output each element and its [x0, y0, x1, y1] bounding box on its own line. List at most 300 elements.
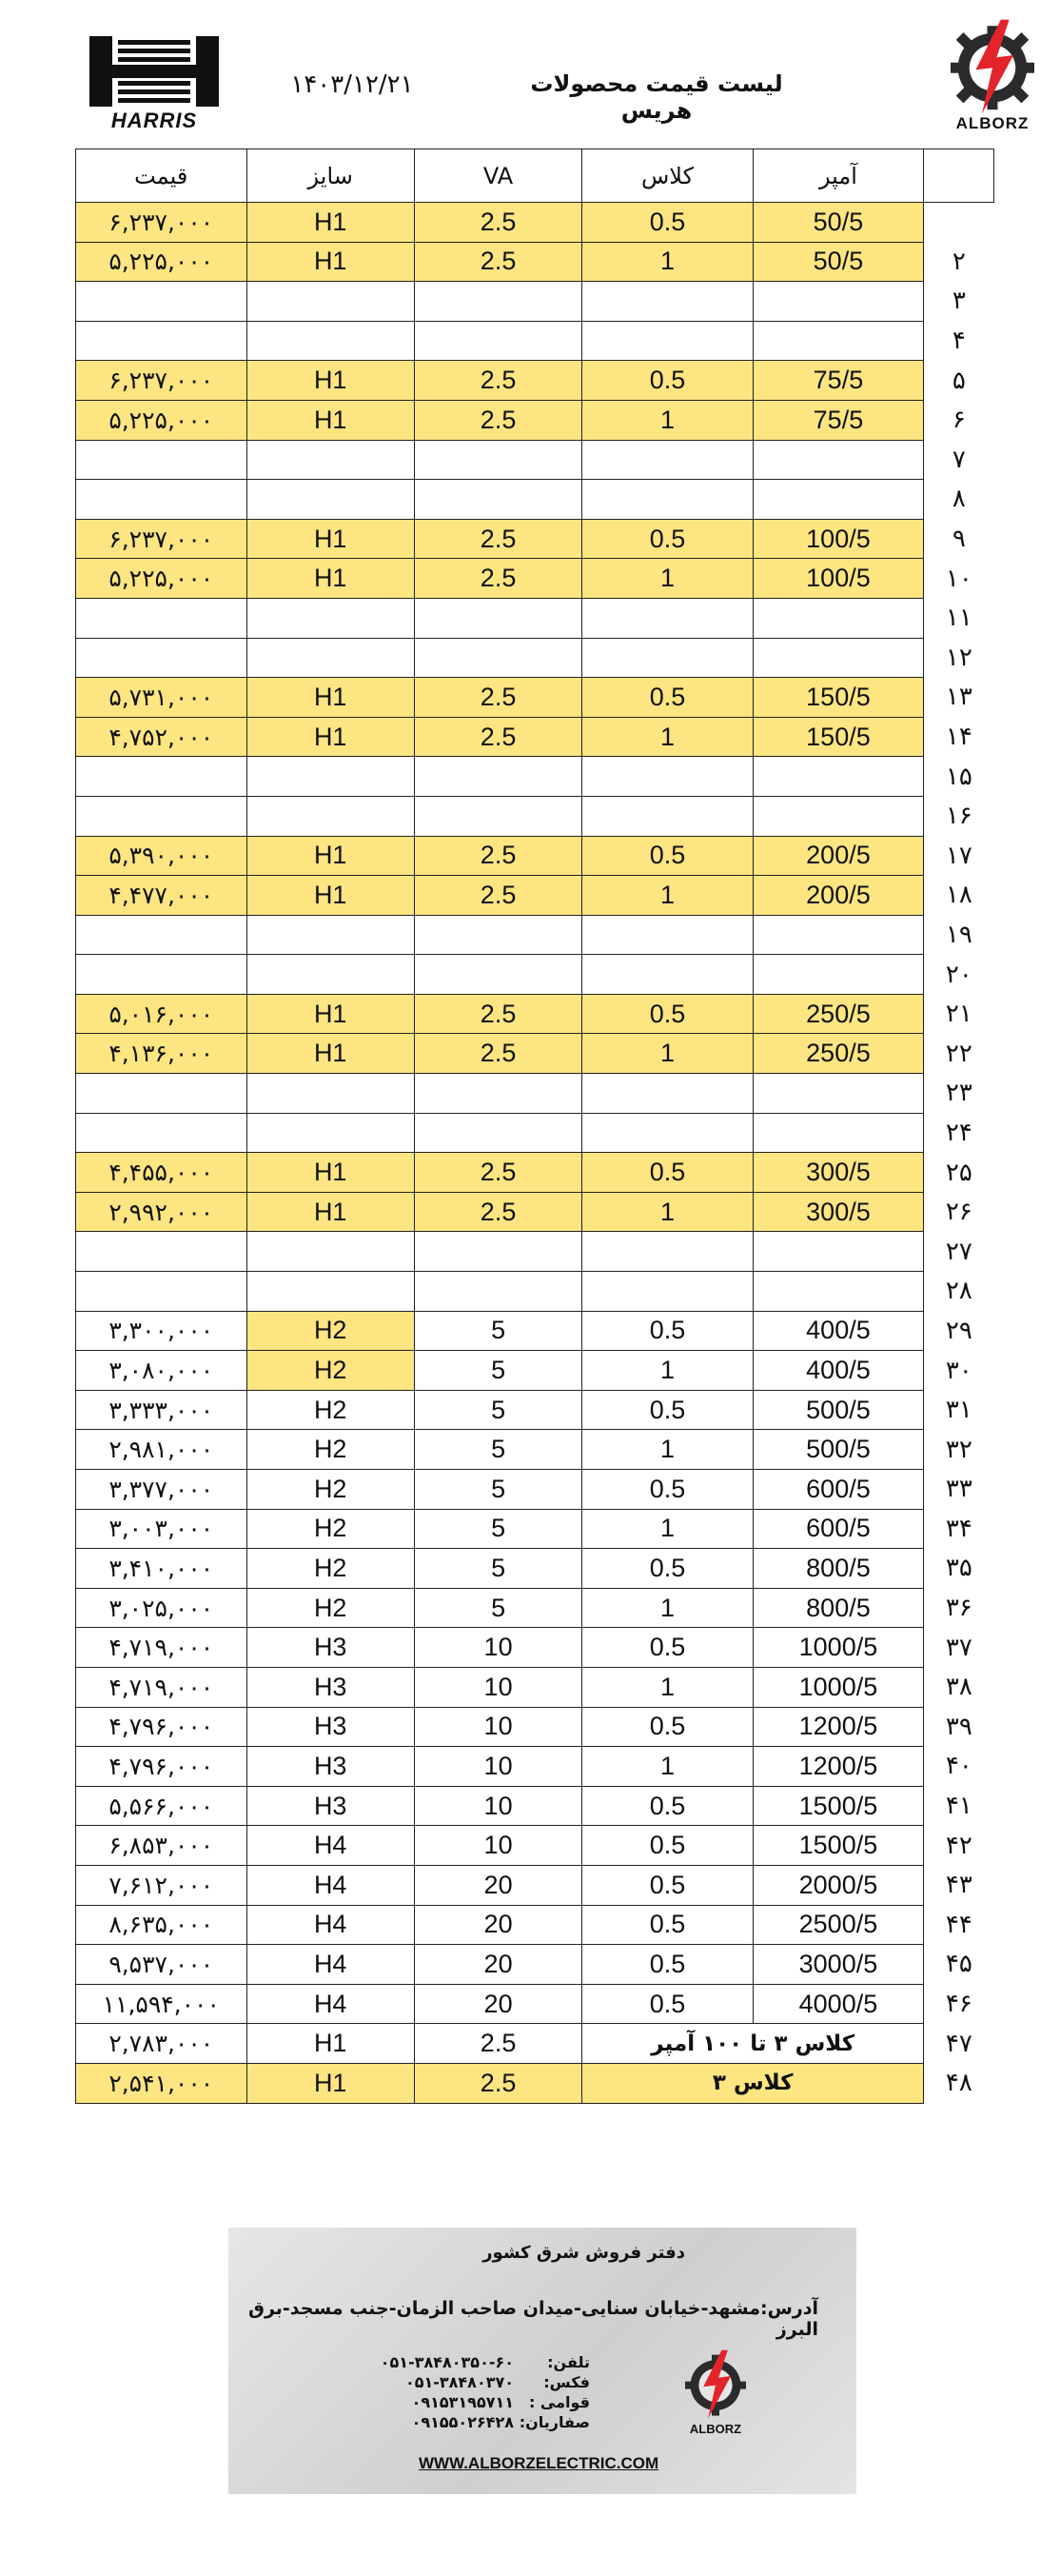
harris-logo-text: HARRIS — [110, 109, 198, 132]
class-cell: 0.5 — [582, 678, 753, 718]
row-number: ۱۰ — [945, 564, 972, 593]
class-cell: 1 — [582, 1747, 753, 1787]
size-cell: H4 — [246, 1826, 414, 1866]
ampere-cell: 200/5 — [753, 876, 923, 916]
table-row — [76, 1430, 994, 1470]
size-cell — [246, 1272, 414, 1312]
contact-label: فکس: — [543, 2373, 590, 2391]
va-cell — [414, 480, 581, 520]
row-number: ۲۲ — [945, 1039, 972, 1068]
class-cell — [582, 480, 753, 520]
alborz-gear-bolt-icon — [677, 2346, 754, 2422]
ampere-cell — [753, 955, 923, 995]
size-cell: H1 — [246, 1192, 414, 1232]
class-cell — [582, 1074, 753, 1114]
footer-alborz-logo — [677, 2346, 754, 2441]
contact-number: ۰۵۱-۳۸۴۸۰۳۵۰-۶۰ — [380, 2353, 514, 2371]
ampere-cell — [753, 440, 923, 480]
size-cell: H4 — [246, 1905, 414, 1945]
va-cell — [414, 1272, 581, 1312]
price-cell: ۴,۱۳۶,۰۰۰ — [76, 1034, 247, 1074]
ampere-cell: 1200/5 — [753, 1747, 923, 1787]
size-cell: H4 — [246, 1945, 414, 1985]
table-row — [76, 1074, 994, 1114]
va-cell: 2.5 — [414, 203, 581, 243]
va-cell: 10 — [414, 1747, 581, 1787]
ampere-cell: 4000/5 — [753, 1984, 923, 2024]
header-size: سایز — [246, 149, 414, 203]
ampere-cell: 800/5 — [753, 1588, 923, 1628]
va-cell: 20 — [414, 1865, 581, 1905]
ampere-cell: 150/5 — [753, 717, 923, 757]
class-cell: 0.5 — [582, 1549, 753, 1589]
ampere-cell — [753, 1272, 923, 1312]
ampere-cell: 1200/5 — [753, 1707, 923, 1747]
price-cell — [76, 955, 247, 995]
row-number: ۱۳ — [945, 683, 972, 712]
row-number: ۴۲ — [945, 1831, 972, 1860]
row-number: ۱۴ — [945, 723, 972, 752]
ampere-cell: 100/5 — [753, 519, 923, 559]
va-cell: 10 — [414, 1628, 581, 1668]
size-cell — [246, 796, 414, 836]
size-cell: H1 — [246, 242, 414, 282]
va-cell — [414, 440, 581, 480]
price-cell: ۳,۴۱۰,۰۰۰ — [76, 1549, 247, 1589]
alborz-logo-text: ALBORZ — [955, 114, 1030, 132]
va-cell: 20 — [414, 1984, 581, 2024]
row-number: ۲۸ — [945, 1277, 972, 1306]
size-cell — [246, 282, 414, 322]
row-number: ۲۳ — [945, 1079, 972, 1108]
size-cell: H2 — [246, 1351, 414, 1391]
ampere-cell: 200/5 — [753, 836, 923, 876]
row-number: ۳۶ — [945, 1594, 972, 1623]
va-cell: 5 — [414, 1588, 581, 1628]
price-cell: ۵,۲۲۵,۰۰۰ — [76, 242, 247, 282]
contact-number: ۰۹۱۵۳۱۹۵۷۱۱ — [411, 2393, 514, 2411]
table-row — [76, 2024, 994, 2064]
va-cell: 2.5 — [414, 836, 581, 876]
size-cell — [246, 1074, 414, 1114]
row-number: ۴۶ — [945, 1990, 972, 2019]
price-cell — [76, 915, 247, 955]
row-number: ۲۶ — [945, 1198, 972, 1227]
table-row — [76, 480, 994, 520]
price-cell: ۷,۶۱۲,۰۰۰ — [76, 1865, 247, 1905]
ampere-cell — [753, 638, 923, 678]
ampere-cell: 400/5 — [753, 1311, 923, 1351]
class-cell: 0.5 — [582, 1390, 753, 1430]
price-cell — [76, 638, 247, 678]
size-cell: H4 — [246, 1865, 414, 1905]
va-cell — [414, 598, 581, 638]
class-cell: 0.5 — [582, 1786, 753, 1826]
row-number: ۲۰ — [945, 960, 972, 989]
header-row-number — [924, 149, 994, 203]
ampere-cell: 800/5 — [753, 1549, 923, 1589]
row-number: ۱۱ — [945, 604, 972, 633]
va-cell: 10 — [414, 1786, 581, 1826]
price-cell — [76, 1232, 247, 1272]
table-header-row — [76, 149, 994, 203]
row-number: ۲۹ — [945, 1316, 972, 1345]
contact-number: ۰۹۱۵۵۰۲۶۴۲۸ — [411, 2413, 514, 2431]
price-cell — [76, 598, 247, 638]
table-row — [76, 1549, 994, 1589]
class-cell: 0.5 — [582, 1945, 753, 1985]
size-cell: H1 — [246, 678, 414, 718]
ampere-cell: 500/5 — [753, 1390, 923, 1430]
alborz-gear-bolt-icon — [940, 13, 1045, 118]
va-cell — [414, 955, 581, 995]
class-cell — [582, 638, 753, 678]
class-cell: 1 — [582, 400, 753, 440]
table-row — [76, 361, 994, 401]
row-number: ۳۱ — [945, 1396, 972, 1425]
table-row — [76, 2063, 994, 2103]
header-class: کلاس — [582, 149, 753, 203]
va-cell — [414, 638, 581, 678]
size-cell: H2 — [246, 1311, 414, 1351]
price-cell — [76, 1074, 247, 1114]
price-cell: ۵,۵۶۶,۰۰۰ — [76, 1786, 247, 1826]
table-row — [76, 757, 994, 797]
table-row — [76, 638, 994, 678]
va-cell: 2.5 — [414, 242, 581, 282]
va-cell: 5 — [414, 1430, 581, 1470]
ampere-cell — [753, 1113, 923, 1153]
class-cell — [582, 321, 753, 361]
size-cell: H3 — [246, 1786, 414, 1826]
price-cell: ۴,۷۱۹,۰۰۰ — [76, 1628, 247, 1668]
va-cell: 5 — [414, 1549, 581, 1589]
table-body — [76, 203, 994, 2104]
table-row — [76, 717, 994, 757]
table-row — [76, 876, 994, 916]
class-cell: 0.5 — [582, 203, 753, 243]
size-cell — [246, 321, 414, 361]
row-number: ۴ — [952, 327, 966, 356]
ampere-cell: 1500/5 — [753, 1826, 923, 1866]
price-table — [75, 149, 994, 2104]
table-row — [76, 1351, 994, 1391]
va-cell — [414, 321, 581, 361]
row-number: ۴۳ — [945, 1871, 972, 1900]
row-number: ۳ — [952, 287, 966, 316]
va-cell: 2.5 — [414, 519, 581, 559]
row-number — [924, 203, 994, 243]
ampere-cell: 600/5 — [753, 1509, 923, 1549]
contact-line — [304, 2393, 590, 2413]
row-number: ۱۹ — [945, 920, 972, 949]
class-cell: 1 — [582, 1430, 753, 1470]
va-cell: 10 — [414, 1667, 581, 1707]
price-cell: ۱۱,۵۹۴,۰۰۰ — [76, 1984, 247, 2024]
table-row — [76, 678, 994, 718]
class-cell: 1 — [582, 1192, 753, 1232]
size-cell: H2 — [246, 1430, 414, 1470]
size-cell: H1 — [246, 2024, 414, 2064]
class-cell: 0.5 — [582, 836, 753, 876]
size-cell: H2 — [246, 1470, 414, 1510]
contact-line — [304, 2413, 590, 2433]
va-cell: 2.5 — [414, 2024, 581, 2064]
row-number: ۲۷ — [945, 1237, 972, 1266]
price-cell: ۵,۰۱۶,۰۰۰ — [76, 994, 247, 1034]
class-cell — [582, 757, 753, 797]
price-cell: ۴,۷۱۹,۰۰۰ — [76, 1667, 247, 1707]
row-number: ۱۷ — [945, 841, 972, 870]
va-cell: 2.5 — [414, 559, 581, 599]
ampere-cell — [753, 1074, 923, 1114]
size-cell: H4 — [246, 1984, 414, 2024]
harris-logo — [89, 36, 219, 133]
row-number: ۴۷ — [945, 2029, 972, 2058]
price-cell: ۶,۲۳۷,۰۰۰ — [76, 203, 247, 243]
table-row — [76, 1945, 994, 1985]
class-cell: 1 — [582, 242, 753, 282]
size-cell — [246, 480, 414, 520]
contact-label: قوامی : — [528, 2393, 590, 2411]
row-number: ۲۱ — [945, 1000, 972, 1029]
size-cell: H1 — [246, 361, 414, 401]
class-cell: 1 — [582, 717, 753, 757]
class-cell: 0.5 — [582, 1707, 753, 1747]
table-row — [76, 519, 994, 559]
footer-logo-text: ALBORZ — [689, 2422, 742, 2436]
contact-line — [304, 2353, 590, 2373]
table-row — [76, 1153, 994, 1193]
va-cell: 5 — [414, 1509, 581, 1549]
price-cell: ۲,۹۸۱,۰۰۰ — [76, 1430, 247, 1470]
va-cell: 5 — [414, 1311, 581, 1351]
ampere-cell: 3000/5 — [753, 1945, 923, 1985]
price-cell: ۳,۳۷۷,۰۰۰ — [76, 1470, 247, 1510]
document-date: ۱۴۰۳/۱۲/۲۱ — [290, 70, 414, 99]
price-cell: ۴,۷۹۶,۰۰۰ — [76, 1747, 247, 1787]
va-cell — [414, 757, 581, 797]
va-cell: 2.5 — [414, 1192, 581, 1232]
table-row — [76, 1232, 994, 1272]
price-cell: ۳,۳۳۳,۰۰۰ — [76, 1390, 247, 1430]
contact-list — [304, 2353, 590, 2433]
size-cell — [246, 1232, 414, 1272]
row-number: ۱۶ — [945, 802, 972, 831]
price-cell: ۲,۷۸۳,۰۰۰ — [76, 2024, 247, 2064]
row-number: ۲۵ — [945, 1158, 972, 1187]
ampere-cell: 250/5 — [753, 994, 923, 1034]
size-cell: H1 — [246, 203, 414, 243]
table-row — [76, 1786, 994, 1826]
size-cell: H2 — [246, 1509, 414, 1549]
class-cell: 0.5 — [582, 1311, 753, 1351]
sales-office-address: آدرس:مشهد-خیابان سنایی-میدان صاحب الزمان-جنب مسجد-برق البرز — [247, 2298, 818, 2340]
class-cell: 1 — [582, 1351, 753, 1391]
sales-office-card — [228, 2228, 856, 2494]
va-cell: 20 — [414, 1905, 581, 1945]
price-cell: ۳,۰۲۵,۰۰۰ — [76, 1588, 247, 1628]
header-ampere: آمپر — [753, 149, 923, 203]
price-cell: ۳,۳۰۰,۰۰۰ — [76, 1311, 247, 1351]
size-cell: H1 — [246, 2063, 414, 2103]
ampere-cell: 600/5 — [753, 1470, 923, 1510]
ampere-cell: 300/5 — [753, 1153, 923, 1193]
table-row — [76, 1865, 994, 1905]
row-number: ۱۲ — [945, 643, 972, 672]
class-cell: 1 — [582, 1588, 753, 1628]
row-number: ۵ — [952, 366, 966, 395]
class-cell — [582, 440, 753, 480]
price-cell — [76, 1113, 247, 1153]
size-cell — [246, 598, 414, 638]
table-row — [76, 955, 994, 995]
row-number: ۹ — [952, 525, 966, 554]
table-row — [76, 282, 994, 322]
ampere-cell: 2500/5 — [753, 1905, 923, 1945]
size-cell: H3 — [246, 1747, 414, 1787]
size-cell: H1 — [246, 559, 414, 599]
size-cell: H2 — [246, 1549, 414, 1589]
size-cell: H3 — [246, 1628, 414, 1668]
class-cell: 0.5 — [582, 1470, 753, 1510]
ampere-cell: 250/5 — [753, 1034, 923, 1074]
size-cell: H1 — [246, 717, 414, 757]
va-cell: 10 — [414, 1707, 581, 1747]
size-cell: H3 — [246, 1667, 414, 1707]
ampere-cell — [753, 757, 923, 797]
row-number: ۴۰ — [945, 1752, 972, 1781]
va-cell — [414, 915, 581, 955]
table-row — [76, 836, 994, 876]
ampere-cell — [753, 796, 923, 836]
class-cell: 0.5 — [582, 361, 753, 401]
row-number: ۱۵ — [945, 762, 972, 791]
row-number: ۳۰ — [945, 1356, 972, 1385]
va-cell: 10 — [414, 1826, 581, 1866]
website-link[interactable]: WWW.ALBORZELECTRIC.COM — [419, 2454, 659, 2472]
size-cell: H1 — [246, 400, 414, 440]
price-cell: ۲,۹۹۲,۰۰۰ — [76, 1192, 247, 1232]
size-cell: H1 — [246, 836, 414, 876]
ampere-cell: 300/5 — [753, 1192, 923, 1232]
table-row — [76, 242, 994, 282]
class-cell: 0.5 — [582, 1826, 753, 1866]
size-cell — [246, 915, 414, 955]
price-cell: ۹,۵۳۷,۰۰۰ — [76, 1945, 247, 1985]
price-cell — [76, 321, 247, 361]
table-row — [76, 440, 994, 480]
price-cell: ۴,۷۹۶,۰۰۰ — [76, 1707, 247, 1747]
table-row — [76, 1272, 994, 1312]
class-cell: 0.5 — [582, 1153, 753, 1193]
row-number: ۴۸ — [945, 2069, 972, 2098]
va-cell: 2.5 — [414, 361, 581, 401]
va-cell — [414, 282, 581, 322]
contact-label: تلفن: — [547, 2353, 590, 2371]
price-cell: ۸,۶۳۵,۰۰۰ — [76, 1905, 247, 1945]
alborz-logo — [940, 13, 1045, 137]
class-cell: 0.5 — [582, 1905, 753, 1945]
ampere-cell: 400/5 — [753, 1351, 923, 1391]
table-row — [76, 203, 994, 243]
ampere-cell — [753, 915, 923, 955]
va-cell: 2.5 — [414, 717, 581, 757]
va-cell: 2.5 — [414, 678, 581, 718]
price-cell: ۵,۲۲۵,۰۰۰ — [76, 559, 247, 599]
table-row — [76, 1905, 994, 1945]
size-cell — [246, 757, 414, 797]
price-cell: ۶,۲۳۷,۰۰۰ — [76, 519, 247, 559]
size-cell — [246, 638, 414, 678]
ampere-cell: 150/5 — [753, 678, 923, 718]
table-row — [76, 1113, 994, 1153]
table-row — [76, 1470, 994, 1510]
merged-class-cell: کلاس ۳ — [582, 2063, 924, 2103]
price-cell: ۵,۷۳۱,۰۰۰ — [76, 678, 247, 718]
class-cell — [582, 955, 753, 995]
price-cell — [76, 796, 247, 836]
table-row — [76, 1588, 994, 1628]
ampere-cell: 100/5 — [753, 559, 923, 599]
size-cell — [246, 440, 414, 480]
price-cell — [76, 1272, 247, 1312]
va-cell: 2.5 — [414, 400, 581, 440]
price-cell: ۴,۴۷۷,۰۰۰ — [76, 876, 247, 916]
table-row — [76, 1192, 994, 1232]
ampere-cell: 1500/5 — [753, 1786, 923, 1826]
row-number: ۱۸ — [945, 881, 972, 910]
table-row — [76, 1747, 994, 1787]
price-cell — [76, 282, 247, 322]
va-cell — [414, 796, 581, 836]
class-cell: 1 — [582, 1667, 753, 1707]
class-cell: 0.5 — [582, 1865, 753, 1905]
table-row — [76, 400, 994, 440]
va-cell — [414, 1232, 581, 1272]
size-cell: H1 — [246, 1034, 414, 1074]
ampere-cell: 75/5 — [753, 400, 923, 440]
class-cell: 1 — [582, 1034, 753, 1074]
row-number: ۲ — [952, 247, 966, 276]
va-cell: 5 — [414, 1470, 581, 1510]
ampere-cell: 1000/5 — [753, 1628, 923, 1668]
ampere-cell — [753, 480, 923, 520]
class-cell: 0.5 — [582, 519, 753, 559]
class-cell — [582, 282, 753, 322]
page-header — [0, 0, 1060, 143]
price-cell: ۳,۰۸۰,۰۰۰ — [76, 1351, 247, 1391]
ampere-cell: 50/5 — [753, 242, 923, 282]
table-row — [76, 1628, 994, 1668]
table-row — [76, 994, 994, 1034]
table-row — [76, 321, 994, 361]
size-cell: H1 — [246, 519, 414, 559]
document-title: لیست قیمت محصولات هریس — [530, 70, 783, 124]
class-cell: 1 — [582, 1509, 753, 1549]
row-number: ۳۳ — [945, 1475, 972, 1504]
price-cell: ۵,۲۲۵,۰۰۰ — [76, 400, 247, 440]
row-number: ۳۸ — [945, 1673, 972, 1702]
row-number: ۳۵ — [945, 1554, 972, 1583]
class-cell — [582, 1272, 753, 1312]
price-cell: ۵,۳۹۰,۰۰۰ — [76, 836, 247, 876]
class-cell — [582, 1113, 753, 1153]
class-cell: 0.5 — [582, 1628, 753, 1668]
sales-office-title: دفتر فروش شرق کشور — [482, 2243, 685, 2263]
size-cell: H3 — [246, 1707, 414, 1747]
contact-line — [304, 2373, 590, 2393]
